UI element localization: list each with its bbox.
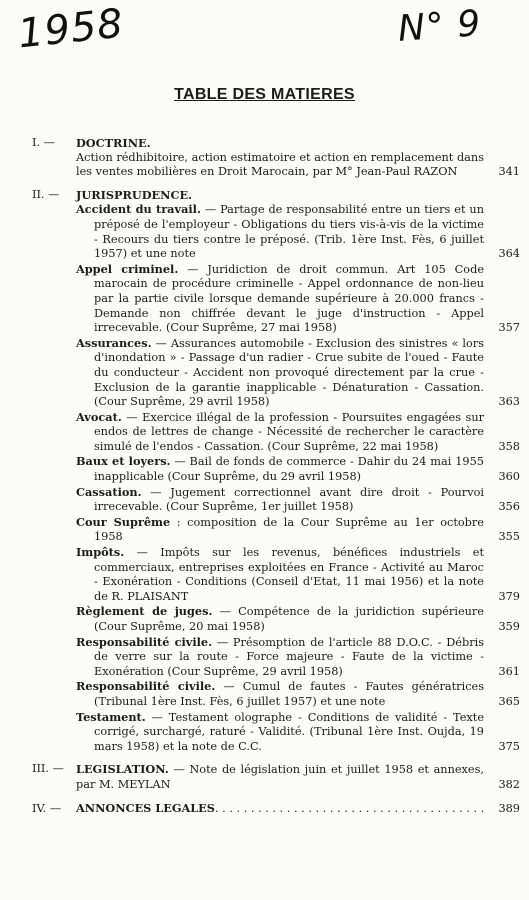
entry-title: Responsabilité civile. bbox=[76, 679, 216, 694]
title-part-1: TABLE bbox=[174, 86, 233, 103]
page-number: 382 bbox=[498, 777, 520, 791]
toc-entry bbox=[76, 262, 520, 336]
toc-entry bbox=[76, 410, 520, 455]
toc-entry bbox=[76, 202, 520, 261]
entry-text: — Partage de responsabilité entre un tiers et un préposé de l'employeur - Obligations du tiers vis-à-vis de la victime - Recours du tiers contre le préposé. (Trib. 1ère Inst. Fès, 6 juillet 1957) et une note bbox=[94, 203, 484, 261]
toc-entry bbox=[76, 336, 520, 410]
dot-leader bbox=[215, 802, 488, 817]
toc-entry bbox=[76, 710, 520, 755]
page-number: 363 bbox=[498, 395, 520, 409]
entry-title: Baux et loyers. bbox=[76, 454, 171, 469]
entry-title: Avocat. bbox=[76, 409, 122, 424]
section-jurisprudence bbox=[14, 188, 520, 755]
section-number: IV. — bbox=[32, 801, 62, 815]
entry-text: — Jugement correctionnel avant dire droit - Pourvoi irrecevable. (Cour Suprême, 1er juillet 1958) bbox=[94, 485, 484, 514]
toc-entry bbox=[76, 515, 520, 545]
handwritten-year: 1958 bbox=[15, 0, 126, 58]
page-title bbox=[0, 86, 529, 104]
section-legislation bbox=[14, 762, 520, 792]
title-part-2: DES MATIERES bbox=[232, 86, 355, 103]
section-heading: JURISPRUDENCE. bbox=[76, 187, 193, 202]
entry-text: — Testament olographe - Conditions de validité - Texte corrigé, surchargé, raturé - Validité. (Tribunal 1ère Inst. Oujda, 19 mars 1958) et la note de C.C. bbox=[94, 710, 484, 753]
page-number: 356 bbox=[498, 500, 520, 514]
entry-title: Cassation. bbox=[76, 484, 142, 499]
page-number: 357 bbox=[498, 321, 520, 335]
toc-entry bbox=[76, 485, 520, 515]
jurisprudence-list bbox=[14, 202, 520, 754]
page-number: 360 bbox=[498, 470, 520, 484]
entry-title: Appel criminel. bbox=[76, 261, 179, 276]
toc-entry bbox=[76, 762, 520, 792]
entry-text: — Impôts sur les revenus, bénéfices industriels et commerciaux, entreprises exploitées en France - Activité au Maroc - Exonération - Conditions (Conseil d'Etat, 11 mai 1956) et la note de R. PLAISANT bbox=[94, 546, 484, 603]
entry-title: Responsabilité civile. bbox=[76, 634, 213, 649]
page-number: 389 bbox=[498, 801, 520, 815]
page-number: 365 bbox=[498, 694, 520, 708]
entry-title: Testament. bbox=[76, 709, 146, 724]
handwritten-issue-number: N° 9 bbox=[396, 3, 483, 50]
entry-text: Action rédhibitoire, action estimatoire et action en remplacement dans les ventes mobilières en Droit Marocain, par M° Jean-Paul RAZON bbox=[76, 150, 484, 179]
entry-text: — Exercice illégal de la profession - Poursuites engagées sur endos de lettres de change - Nécessité de rechercher le caractère simulé de l'endos - Cassation. (Cour Suprême, 22 mai 1958) bbox=[94, 410, 484, 453]
entry-text: — Juridiction de droit commun. Art 105 Code marocain de procédure criminelle - Appel ordonnance de non-lieu par la partie civile lorsque demande supérieure à 20.000 francs - Demande non chiffrée devant le juge d'instruction - Appel irrecevable. (Cour Suprême, 27 mai 1958) bbox=[94, 262, 485, 335]
table-of-contents bbox=[14, 136, 520, 822]
entry-text: : composition de la Cour Suprême au 1er octobre 1958 bbox=[94, 515, 484, 544]
section-annonces-legales bbox=[14, 801, 520, 817]
entry-title: Cour Suprême bbox=[76, 514, 171, 529]
entry-text: — Bail de fonds de commerce - Dahir du 24 mai 1955 inapplicable (Cour Suprême, du 29 avril 1958) bbox=[94, 455, 484, 484]
toc-entry bbox=[76, 151, 520, 180]
section-number: II. — bbox=[32, 187, 60, 201]
page-number: 355 bbox=[498, 530, 520, 544]
section-heading: ANNONCES LEGALES bbox=[76, 800, 215, 815]
toc-entry bbox=[76, 454, 520, 484]
section-heading: DOCTRINE. bbox=[76, 136, 151, 150]
toc-entry bbox=[76, 604, 520, 634]
page-number: 379 bbox=[498, 589, 520, 603]
toc-entry bbox=[76, 635, 520, 680]
entry-text: — Présomption de l'article 88 D.O.C. - Débris de verre sur la route - Force majeure - Faute de la victime - Exonération (Cour Suprême, 29 avril 1958) bbox=[94, 635, 485, 678]
entry-title: Accident du travail. bbox=[76, 202, 201, 217]
page-number: 358 bbox=[498, 439, 520, 453]
toc-entry bbox=[76, 545, 520, 604]
section-number: III. — bbox=[32, 762, 64, 776]
page-number: 364 bbox=[498, 247, 520, 261]
entry-text: — Compétence de la juridiction supérieure (Cour Suprême, 20 mai 1958) bbox=[94, 605, 484, 633]
entry-text: — Note de législation juin et juillet 1958 et annexes, par M. MEYLAN bbox=[76, 763, 484, 791]
page-number: 361 bbox=[498, 664, 520, 678]
section-number: I. — bbox=[32, 136, 55, 149]
page-number: 359 bbox=[498, 620, 520, 633]
page-number: 375 bbox=[498, 739, 520, 753]
entry-title: Impôts. bbox=[76, 545, 125, 560]
entry-text: — Cumul de fautes - Fautes génératrices (Tribunal 1ère Inst. Fès, 6 juillet 1957) et une note bbox=[94, 680, 485, 708]
page-number: 341 bbox=[498, 165, 520, 179]
entry-title: Assurances. bbox=[76, 335, 152, 350]
section-heading: LEGISLATION. bbox=[76, 762, 169, 777]
entry-title: Règlement de juges. bbox=[76, 604, 213, 619]
section-doctrine bbox=[14, 136, 520, 180]
toc-entry bbox=[76, 679, 520, 709]
entry-text: — Assurances automobile - Exclusion des sinistres « lors d'inondation » - Passage d'un radier - Crue subite de l'oued - Faute du conducteur - Accident non provoqué directement par la crue - Exclusion de la garantie inapplicable - Dénaturation - Cassation. (Cour Suprême, 29 avril 1958) bbox=[94, 336, 484, 409]
